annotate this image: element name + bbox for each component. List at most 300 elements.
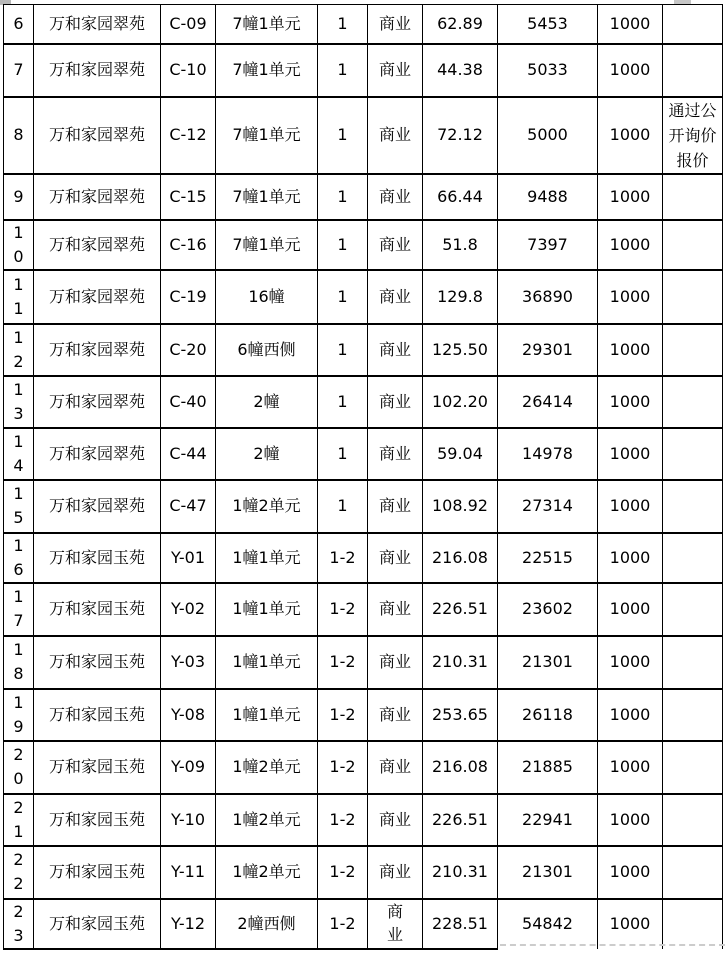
cell-floor-range bbox=[318, 636, 368, 689]
table-row bbox=[4, 480, 723, 533]
project-name-text: 万和家园翠苑 bbox=[48, 125, 145, 145]
cell-project-name bbox=[34, 220, 161, 270]
usage-type-text: 商业 bbox=[378, 14, 411, 34]
cell-remark bbox=[663, 480, 723, 533]
area-value-text: 59.04 bbox=[437, 443, 483, 463]
cell-usage-type bbox=[368, 324, 423, 376]
row-number-text: 12 bbox=[13, 327, 24, 371]
cell-floor-range bbox=[318, 428, 368, 480]
cell-row-number bbox=[4, 220, 34, 270]
cell-deposit-value bbox=[598, 376, 663, 428]
usage-type-text: 商业 bbox=[378, 862, 411, 882]
area-value-text: 216.08 bbox=[432, 757, 488, 777]
cell-project-name bbox=[34, 846, 161, 899]
cell-area-value bbox=[423, 5, 498, 44]
cell-usage-type bbox=[368, 899, 423, 949]
building-unit-text: 1幢2单元 bbox=[232, 862, 301, 882]
table-row bbox=[4, 220, 723, 270]
area-value-text: 66.44 bbox=[437, 186, 483, 206]
row-number-text: 14 bbox=[13, 431, 24, 475]
cell-row-number bbox=[4, 44, 34, 97]
cell-price-value bbox=[498, 97, 598, 174]
cell-floor-range bbox=[318, 97, 368, 174]
cell-deposit-value bbox=[598, 689, 663, 741]
cell-floor-range bbox=[318, 846, 368, 899]
cell-price-value bbox=[498, 899, 598, 949]
cell-building-unit bbox=[216, 220, 318, 270]
cell-row-number bbox=[4, 174, 34, 220]
unit-code-text: Y-10 bbox=[170, 809, 205, 829]
row-number-text: 19 bbox=[13, 692, 24, 736]
unit-code-text: Y-12 bbox=[170, 913, 205, 933]
cell-deposit-value bbox=[598, 324, 663, 376]
usage-type-text: 商业 bbox=[378, 60, 411, 80]
cell-usage-type bbox=[368, 689, 423, 741]
area-value-text: 102.20 bbox=[432, 391, 488, 411]
cell-project-name bbox=[34, 324, 161, 376]
unit-code-text: C-40 bbox=[169, 391, 207, 411]
cell-row-number bbox=[4, 376, 34, 428]
cell-remark bbox=[663, 428, 723, 480]
cell-row-number bbox=[4, 583, 34, 636]
cell-building-unit bbox=[216, 376, 318, 428]
cell-unit-code bbox=[161, 846, 216, 899]
cell-building-unit bbox=[216, 174, 318, 220]
building-unit-text: 1幢2单元 bbox=[232, 757, 301, 777]
cell-floor-range bbox=[318, 324, 368, 376]
unit-code-text: C-16 bbox=[169, 234, 207, 254]
project-name-text: 万和家园玉苑 bbox=[48, 652, 145, 672]
row-number-text: 17 bbox=[13, 587, 24, 630]
cell-remark bbox=[663, 44, 723, 97]
cell-row-number bbox=[4, 794, 34, 846]
building-unit-text: 1幢1单元 bbox=[232, 547, 301, 567]
building-unit-text: 7幢1单元 bbox=[232, 60, 301, 80]
cell-usage-type bbox=[368, 583, 423, 636]
usage-type-text: 商业 bbox=[378, 234, 411, 254]
area-value-text: 226.51 bbox=[432, 599, 488, 619]
cell-area-value bbox=[423, 794, 498, 846]
cell-price-value bbox=[498, 583, 598, 636]
cell-floor-range bbox=[318, 689, 368, 741]
cell-price-value bbox=[498, 324, 598, 376]
cell-deposit-value bbox=[598, 5, 663, 44]
area-value-text: 44.38 bbox=[437, 60, 483, 80]
floor-range-text: 1 bbox=[337, 14, 348, 34]
building-unit-text: 1幢1单元 bbox=[232, 599, 301, 619]
building-unit-text: 7幢1单元 bbox=[232, 234, 301, 254]
usage-type-text: 商业 bbox=[378, 339, 411, 359]
unit-code-text: Y-03 bbox=[170, 652, 205, 672]
cell-project-name bbox=[34, 44, 161, 97]
project-name-text: 万和家园翠苑 bbox=[48, 339, 145, 359]
project-name-text: 万和家园翠苑 bbox=[48, 14, 145, 34]
unit-code-text: C-44 bbox=[169, 443, 207, 463]
cell-usage-type bbox=[368, 846, 423, 899]
cell-row-number bbox=[4, 533, 34, 583]
usage-type-text: 商业 bbox=[378, 286, 411, 306]
building-unit-text: 7幢1单元 bbox=[232, 186, 301, 206]
floor-range-text: 1-2 bbox=[329, 599, 356, 619]
cell-deposit-value bbox=[598, 899, 663, 949]
listing-table bbox=[3, 4, 723, 950]
deposit-value-text: 1000 bbox=[609, 125, 651, 145]
cell-area-value bbox=[423, 899, 498, 949]
cell-remark bbox=[663, 846, 723, 899]
unit-code-text: C-15 bbox=[169, 186, 207, 206]
floor-range-text: 1 bbox=[337, 234, 348, 254]
cell-building-unit bbox=[216, 480, 318, 533]
price-value-text: 14978 bbox=[522, 443, 573, 463]
deposit-value-text: 1000 bbox=[609, 757, 651, 777]
cell-deposit-value bbox=[598, 174, 663, 220]
cell-unit-code bbox=[161, 794, 216, 846]
project-name-text: 万和家园翠苑 bbox=[48, 443, 145, 463]
cell-area-value bbox=[423, 583, 498, 636]
floor-range-text: 1-2 bbox=[329, 652, 356, 672]
project-name-text: 万和家园翠苑 bbox=[48, 496, 145, 516]
row-number-text: 11 bbox=[13, 274, 24, 318]
cell-floor-range bbox=[318, 480, 368, 533]
price-value-text: 9488 bbox=[527, 186, 568, 206]
building-unit-text: 2幢 bbox=[253, 443, 280, 463]
building-unit-text: 1幢2单元 bbox=[232, 809, 301, 829]
floor-range-text: 1-2 bbox=[329, 913, 356, 933]
building-unit-text: 7幢1单元 bbox=[232, 125, 301, 145]
cell-remark bbox=[663, 899, 723, 949]
project-name-text: 万和家园翠苑 bbox=[48, 186, 145, 206]
row-number-text: 10 bbox=[13, 222, 24, 266]
price-value-text: 5033 bbox=[527, 60, 568, 80]
cell-unit-code bbox=[161, 899, 216, 949]
price-value-text: 29301 bbox=[522, 339, 573, 359]
cell-deposit-value bbox=[598, 220, 663, 270]
project-name-text: 万和家园玉苑 bbox=[48, 757, 145, 777]
cell-unit-code bbox=[161, 324, 216, 376]
cell-area-value bbox=[423, 44, 498, 97]
row-number-text: 6 bbox=[13, 13, 24, 33]
row-number-text: 21 bbox=[13, 797, 24, 841]
cell-deposit-value bbox=[598, 270, 663, 324]
cell-price-value bbox=[498, 44, 598, 97]
usage-type-text: 商业 bbox=[378, 809, 411, 829]
cell-remark bbox=[663, 220, 723, 270]
cell-building-unit bbox=[216, 689, 318, 741]
cell-unit-code bbox=[161, 220, 216, 270]
project-name-text: 万和家园玉苑 bbox=[48, 599, 145, 619]
price-value-text: 23602 bbox=[522, 599, 573, 619]
cell-price-value bbox=[498, 376, 598, 428]
deposit-value-text: 1000 bbox=[609, 496, 651, 516]
cell-building-unit bbox=[216, 5, 318, 44]
page-break-dashed-line bbox=[500, 944, 725, 946]
cell-deposit-value bbox=[598, 480, 663, 533]
project-name-text: 万和家园玉苑 bbox=[48, 704, 145, 724]
cell-project-name bbox=[34, 270, 161, 324]
price-value-text: 21301 bbox=[522, 652, 573, 672]
cell-row-number bbox=[4, 636, 34, 689]
table-row bbox=[4, 5, 723, 44]
row-number-text: 8 bbox=[13, 125, 24, 144]
table-row bbox=[4, 174, 723, 220]
usage-type-text: 商业 bbox=[378, 391, 411, 411]
price-value-text: 26414 bbox=[522, 391, 573, 411]
area-value-text: 210.31 bbox=[432, 862, 488, 882]
row-number-text: 22 bbox=[13, 850, 24, 893]
floor-range-text: 1 bbox=[337, 125, 348, 145]
cell-area-value bbox=[423, 846, 498, 899]
table-row bbox=[4, 376, 723, 428]
cell-price-value bbox=[498, 5, 598, 44]
deposit-value-text: 1000 bbox=[609, 186, 651, 206]
deposit-value-text: 1000 bbox=[609, 14, 651, 34]
cell-price-value bbox=[498, 428, 598, 480]
cell-unit-code bbox=[161, 636, 216, 689]
table-row bbox=[4, 689, 723, 741]
cell-deposit-value bbox=[598, 533, 663, 583]
cell-unit-code bbox=[161, 480, 216, 533]
price-value-text: 26118 bbox=[522, 704, 573, 724]
cell-area-value bbox=[423, 270, 498, 324]
table-row bbox=[4, 794, 723, 846]
cell-building-unit bbox=[216, 324, 318, 376]
building-unit-text: 7幢1单元 bbox=[232, 14, 301, 34]
table-row bbox=[4, 636, 723, 689]
floor-range-text: 1 bbox=[337, 60, 348, 80]
cell-row-number bbox=[4, 428, 34, 480]
cell-deposit-value bbox=[598, 428, 663, 480]
cell-project-name bbox=[34, 636, 161, 689]
table-row bbox=[4, 428, 723, 480]
cell-price-value bbox=[498, 270, 598, 324]
area-value-text: 125.50 bbox=[432, 339, 488, 359]
floor-range-text: 1 bbox=[337, 391, 348, 411]
price-value-text: 5453 bbox=[527, 14, 568, 34]
deposit-value-text: 1000 bbox=[609, 234, 651, 254]
area-value-text: 226.51 bbox=[432, 809, 488, 829]
price-value-text: 5000 bbox=[527, 125, 568, 145]
deposit-value-text: 1000 bbox=[609, 704, 651, 724]
cell-row-number bbox=[4, 689, 34, 741]
remark-text: 通过公开询价报价 bbox=[668, 100, 717, 170]
table-row bbox=[4, 44, 723, 97]
cell-area-value bbox=[423, 636, 498, 689]
unit-code-text: C-09 bbox=[169, 14, 207, 34]
cell-building-unit bbox=[216, 428, 318, 480]
building-unit-text: 1幢1单元 bbox=[232, 652, 301, 672]
building-unit-text: 2幢西侧 bbox=[237, 913, 296, 933]
cell-building-unit bbox=[216, 794, 318, 846]
cell-remark bbox=[663, 794, 723, 846]
deposit-value-text: 1000 bbox=[609, 391, 651, 411]
cell-price-value bbox=[498, 794, 598, 846]
area-value-text: 129.8 bbox=[437, 286, 483, 306]
cell-usage-type bbox=[368, 636, 423, 689]
cell-project-name bbox=[34, 689, 161, 741]
cell-unit-code bbox=[161, 428, 216, 480]
floor-range-text: 1 bbox=[337, 286, 348, 306]
usage-type-text: 商业 bbox=[378, 186, 411, 206]
cell-usage-type bbox=[368, 5, 423, 44]
cell-project-name bbox=[34, 428, 161, 480]
project-name-text: 万和家园玉苑 bbox=[48, 913, 145, 933]
deposit-value-text: 1000 bbox=[609, 60, 651, 80]
cell-area-value bbox=[423, 324, 498, 376]
area-value-text: 51.8 bbox=[442, 234, 478, 254]
unit-code-text: C-10 bbox=[169, 60, 207, 80]
building-unit-text: 6幢西侧 bbox=[237, 339, 296, 359]
cell-price-value bbox=[498, 533, 598, 583]
cell-project-name bbox=[34, 5, 161, 44]
cell-unit-code bbox=[161, 97, 216, 174]
price-value-text: 22515 bbox=[522, 547, 573, 567]
cell-area-value bbox=[423, 376, 498, 428]
deposit-value-text: 1000 bbox=[609, 914, 651, 934]
cell-unit-code bbox=[161, 689, 216, 741]
row-number-text: 9 bbox=[13, 186, 24, 206]
area-value-text: 108.92 bbox=[432, 496, 488, 516]
usage-type-text: 商业 bbox=[378, 599, 411, 619]
table-row bbox=[4, 846, 723, 899]
price-value-text: 27314 bbox=[522, 496, 573, 516]
table-row bbox=[4, 270, 723, 324]
cell-area-value bbox=[423, 533, 498, 583]
area-value-text: 216.08 bbox=[432, 547, 488, 567]
cell-price-value bbox=[498, 741, 598, 794]
cell-floor-range bbox=[318, 44, 368, 97]
cell-deposit-value bbox=[598, 794, 663, 846]
row-number-text: 7 bbox=[13, 60, 24, 79]
cell-floor-range bbox=[318, 899, 368, 949]
cell-building-unit bbox=[216, 636, 318, 689]
deposit-value-text: 1000 bbox=[609, 862, 651, 882]
cell-usage-type bbox=[368, 270, 423, 324]
table-row bbox=[4, 533, 723, 583]
project-name-text: 万和家园翠苑 bbox=[48, 391, 145, 411]
floor-range-text: 1-2 bbox=[329, 704, 356, 724]
cell-usage-type bbox=[368, 480, 423, 533]
project-name-text: 万和家园玉苑 bbox=[48, 809, 145, 829]
table-row bbox=[4, 583, 723, 636]
cell-deposit-value bbox=[598, 846, 663, 899]
price-value-text: 21301 bbox=[522, 862, 573, 882]
unit-code-text: Y-08 bbox=[170, 704, 205, 724]
floor-range-text: 1 bbox=[337, 186, 348, 206]
cell-deposit-value bbox=[598, 97, 663, 174]
area-value-text: 210.31 bbox=[432, 652, 488, 672]
cell-row-number bbox=[4, 5, 34, 44]
unit-code-text: C-20 bbox=[169, 339, 207, 359]
usage-type-text: 商业 bbox=[386, 902, 403, 945]
cell-price-value bbox=[498, 689, 598, 741]
floor-range-text: 1-2 bbox=[329, 862, 356, 882]
cell-building-unit bbox=[216, 270, 318, 324]
table-row bbox=[4, 899, 723, 949]
project-name-text: 万和家园翠苑 bbox=[48, 234, 145, 254]
cell-deposit-value bbox=[598, 44, 663, 97]
cell-deposit-value bbox=[598, 583, 663, 636]
cell-usage-type bbox=[368, 741, 423, 794]
cell-usage-type bbox=[368, 428, 423, 480]
unit-code-text: C-19 bbox=[169, 286, 207, 306]
cell-unit-code bbox=[161, 44, 216, 97]
cell-unit-code bbox=[161, 376, 216, 428]
table-row bbox=[4, 741, 723, 794]
floor-range-text: 1-2 bbox=[329, 757, 356, 777]
cell-project-name bbox=[34, 376, 161, 428]
table-body bbox=[4, 5, 723, 949]
deposit-value-text: 1000 bbox=[609, 339, 651, 359]
floor-range-text: 1 bbox=[337, 496, 348, 516]
usage-type-text: 商业 bbox=[378, 443, 411, 463]
cell-building-unit bbox=[216, 741, 318, 794]
cell-remark bbox=[663, 270, 723, 324]
usage-type-text: 商业 bbox=[378, 652, 411, 672]
cell-floor-range bbox=[318, 533, 368, 583]
cell-price-value bbox=[498, 480, 598, 533]
project-name-text: 万和家园玉苑 bbox=[48, 862, 145, 882]
cell-remark bbox=[663, 174, 723, 220]
cell-project-name bbox=[34, 174, 161, 220]
cell-usage-type bbox=[368, 44, 423, 97]
unit-code-text: Y-02 bbox=[170, 599, 205, 619]
usage-type-text: 商业 bbox=[378, 757, 411, 777]
cell-usage-type bbox=[368, 174, 423, 220]
cell-building-unit bbox=[216, 846, 318, 899]
price-value-text: 22941 bbox=[522, 809, 573, 829]
cell-building-unit bbox=[216, 583, 318, 636]
cell-building-unit bbox=[216, 899, 318, 949]
table-row bbox=[4, 97, 723, 174]
cell-unit-code bbox=[161, 270, 216, 324]
project-name-text: 万和家园翠苑 bbox=[48, 60, 145, 80]
cell-unit-code bbox=[161, 5, 216, 44]
cell-usage-type bbox=[368, 794, 423, 846]
building-unit-text: 1幢2单元 bbox=[232, 496, 301, 516]
cell-floor-range bbox=[318, 174, 368, 220]
cell-area-value bbox=[423, 220, 498, 270]
project-name-text: 万和家园玉苑 bbox=[48, 547, 145, 567]
cell-remark bbox=[663, 636, 723, 689]
cell-project-name bbox=[34, 533, 161, 583]
building-unit-text: 16幢 bbox=[248, 286, 285, 306]
cell-building-unit bbox=[216, 533, 318, 583]
cell-floor-range bbox=[318, 5, 368, 44]
cell-usage-type bbox=[368, 376, 423, 428]
cell-project-name bbox=[34, 97, 161, 174]
cell-deposit-value bbox=[598, 636, 663, 689]
deposit-value-text: 1000 bbox=[609, 652, 651, 672]
cell-remark bbox=[663, 5, 723, 44]
usage-type-text: 商业 bbox=[378, 125, 411, 145]
project-name-text: 万和家园翠苑 bbox=[48, 286, 145, 306]
building-unit-text: 2幢 bbox=[253, 391, 280, 411]
area-value-text: 62.89 bbox=[437, 14, 483, 34]
cell-price-value bbox=[498, 220, 598, 270]
cell-area-value bbox=[423, 741, 498, 794]
cell-remark bbox=[663, 741, 723, 794]
area-value-text: 253.65 bbox=[432, 704, 488, 724]
row-number-text: 20 bbox=[13, 745, 24, 788]
row-number-text: 16 bbox=[13, 535, 24, 579]
cell-price-value bbox=[498, 174, 598, 220]
cell-row-number bbox=[4, 741, 34, 794]
cell-area-value bbox=[423, 480, 498, 533]
cell-area-value bbox=[423, 689, 498, 741]
cell-remark bbox=[663, 583, 723, 636]
cell-row-number bbox=[4, 324, 34, 376]
cell-unit-code bbox=[161, 741, 216, 794]
